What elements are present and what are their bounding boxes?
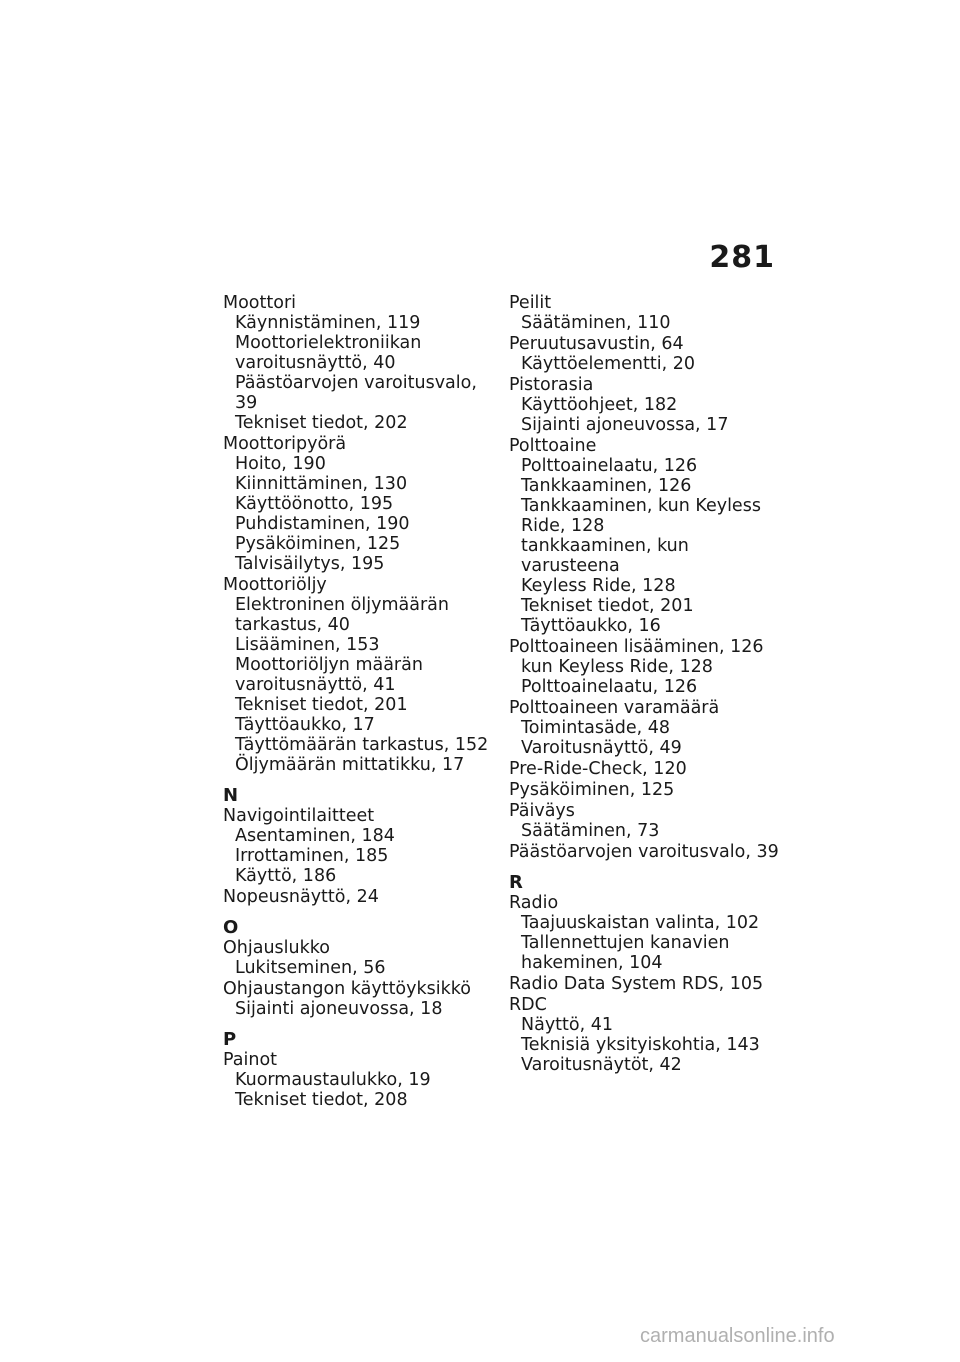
index-entry: Painot [223, 1050, 278, 1070]
index-column-left [223, 292, 493, 1110]
index-subentry: Lukitseminen, 56 [235, 958, 386, 978]
index-entry: RDC [509, 995, 547, 1015]
index-entry: Radio [509, 893, 559, 913]
index-subentry: Keyless Ride, 128 [521, 576, 676, 596]
index-letter: P [223, 1029, 237, 1050]
index-subentry: Täyttöaukko, 17 [235, 715, 375, 735]
watermark-text: carmanualsonline.info [640, 1325, 835, 1347]
index-column-right [509, 292, 789, 1075]
index-subentry: Polttoainelaatu, 126 [521, 677, 698, 697]
index-entry: Radio Data System RDS, 105 [509, 974, 764, 994]
index-subentry: kun Keyless Ride, 128 [521, 657, 713, 677]
index-subentry: Päästöarvojen varoitusvalo, 39 [235, 373, 477, 413]
index-subentry: tarkastus, 40 [235, 615, 350, 635]
index-subentry: Toimintasäde, 48 [521, 718, 670, 738]
index-letter: N [223, 785, 239, 806]
index-subentry: Tekniset tiedot, 202 [235, 413, 408, 433]
index-subentry: Säätäminen, 73 [521, 821, 660, 841]
index-subentry: Täyttöaukko, 16 [521, 616, 661, 636]
index-subentry: varoitusnäyttö, 41 [235, 675, 396, 695]
index-entry: Moottori [223, 293, 296, 313]
index-subentry: Käynnistäminen, 119 [235, 313, 421, 333]
index-subentry: varoitusnäyttö, 40 [235, 353, 396, 373]
index-subentry: Asentaminen, 184 [235, 826, 395, 846]
index-subentry: Tallennettujen kanavien [521, 933, 730, 953]
index-subentry: Varoitusnäytöt, 42 [521, 1055, 682, 1075]
index-entry: Moottoriöljy [223, 575, 327, 595]
index-subentry: Tankkaaminen, 126 [521, 476, 692, 496]
index-entry: Navigointilaitteet [223, 806, 375, 826]
index-entry: Pistorasia [509, 375, 594, 395]
index-subentry: Lisääminen, 153 [235, 635, 380, 655]
index-subentry: Moottorielektroniikan [235, 333, 422, 353]
index-subentry: hakeminen, 104 [521, 953, 663, 973]
index-subentry: Varoitusnäyttö, 49 [521, 738, 682, 758]
index-subentry: Säätäminen, 110 [521, 313, 671, 333]
index-subentry: Sijainti ajoneuvossa, 17 [521, 415, 729, 435]
index-subentry: tankkaaminen, kun varusteena [521, 536, 689, 576]
index-entry: Peruutusavustin, 64 [509, 334, 684, 354]
page-number: 281 [709, 240, 775, 275]
index-subentry: Kiinnittäminen, 130 [235, 474, 408, 494]
index-entry: Ohjauslukko [223, 938, 330, 958]
index-entry: Pysäköiminen, 125 [509, 780, 675, 800]
index-subentry: Elektroninen öljymäärän [235, 595, 449, 615]
index-entry: Polttoaine [509, 436, 597, 456]
index-subentry: Teknisiä yksityiskohtia, 143 [521, 1035, 760, 1055]
index-subentry: Polttoainelaatu, 126 [521, 456, 698, 476]
index-subentry: Hoito, 190 [235, 454, 326, 474]
index-subentry: Öljymäärän mittatikku, 17 [235, 755, 465, 775]
index-subentry: Käyttöelementti, 20 [521, 354, 695, 374]
index-entry: Ohjaustangon käyttöyksikkö [223, 979, 471, 999]
index-subentry: Sijainti ajoneuvossa, 18 [235, 999, 443, 1019]
index-subentry: Tankkaaminen, kun Keyless [521, 496, 761, 516]
index-letter: R [509, 872, 523, 893]
index-subentry: Talvisäilytys, 195 [235, 554, 385, 574]
index-entry: Päiväys [509, 801, 575, 821]
index-subentry: Tekniset tiedot, 208 [235, 1090, 408, 1110]
index-subentry: Käyttöohjeet, 182 [521, 395, 678, 415]
index-entry: Moottoripyörä [223, 434, 347, 454]
index-entry: Päästöarvojen varoitusvalo, 39 [509, 842, 779, 862]
index-entry: Polttoaineen lisääminen, 126 [509, 637, 764, 657]
index-subentry: Tekniset tiedot, 201 [521, 596, 694, 616]
index-subentry: Ride, 128 [521, 516, 605, 536]
index-subentry: Puhdistaminen, 190 [235, 514, 410, 534]
index-subentry: Taajuuskaistan valinta, 102 [521, 913, 760, 933]
index-subentry: Moottoriöljyn määrän [235, 655, 423, 675]
index-entry: Polttoaineen varamäärä [509, 698, 720, 718]
index-entry: Peilit [509, 293, 552, 313]
index-entry: Nopeusnäyttö, 24 [223, 887, 379, 907]
index-subentry: Käyttö, 186 [235, 866, 337, 886]
index-entry: Pre-Ride-Check, 120 [509, 759, 687, 779]
index-subentry: Kuormaustaulukko, 19 [235, 1070, 431, 1090]
index-subentry: Näyttö, 41 [521, 1015, 613, 1035]
index-subentry: Pysäköiminen, 125 [235, 534, 401, 554]
index-subentry: Käyttöönotto, 195 [235, 494, 394, 514]
index-subentry: Irrottaminen, 185 [235, 846, 389, 866]
index-subentry: Tekniset tiedot, 201 [235, 695, 408, 715]
index-subentry: Täyttömäärän tarkastus, 152 [235, 735, 489, 755]
index-letter: O [223, 917, 239, 938]
